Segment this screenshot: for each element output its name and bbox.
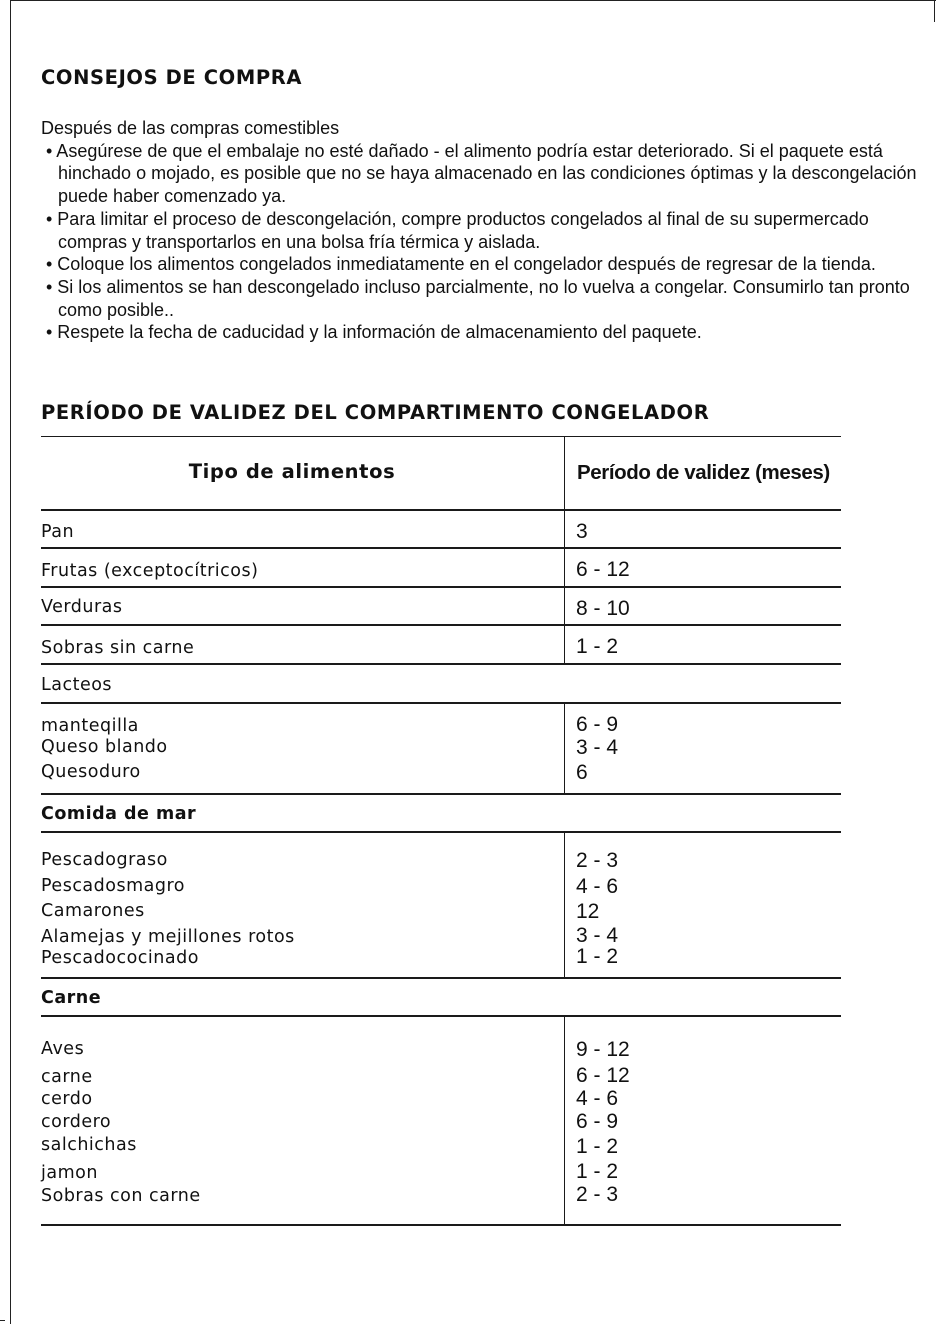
table-rule	[41, 663, 841, 665]
period-cell: 3	[576, 520, 588, 543]
food-cell: Queso blando	[41, 737, 168, 757]
period-cell: 6 - 9	[576, 1110, 619, 1133]
period-cell: 4 - 6	[576, 875, 619, 898]
tip-item: • Para limitar el proceso de descongelación, compre productos congelados al final de su supermercado compras y transportarlos en una bolsa fría térmica y aislada.	[46, 208, 869, 252]
food-cell: Pescadococinado	[41, 948, 199, 968]
freezer-validity-title: PERÍODO DE VALIDEZ DEL COMPARTIMENTO CONGELADOR	[41, 401, 710, 424]
food-cell: Aves	[41, 1039, 85, 1059]
period-cell: 8 - 10	[576, 597, 630, 620]
food-cell: jamon	[41, 1163, 98, 1183]
period-cell: 2 - 3	[576, 849, 619, 872]
period-cell: 12	[576, 900, 600, 923]
table-rule	[41, 831, 841, 833]
column-divider	[564, 831, 565, 978]
group-heading-meat: Carne	[41, 988, 102, 1008]
period-cell: 6 - 12	[576, 1064, 630, 1087]
period-cell: 1 - 2	[576, 945, 619, 968]
food-cell: salchichas	[41, 1135, 137, 1155]
period-cell: 4 - 6	[576, 1087, 619, 1110]
table-rule	[41, 624, 841, 626]
tip-item: • Coloque los alimentos congelados inmediatamente en el congelador después de regresar de la tienda.	[46, 254, 876, 275]
food-cell: Alamejas y mejillones rotos	[41, 927, 295, 947]
food-cell: manteqilla	[41, 716, 139, 736]
table-rule	[41, 977, 841, 979]
group-heading-dairy: Lacteos	[41, 675, 113, 695]
food-cell: Sobras sin carne	[41, 638, 195, 658]
period-cell: 3 - 4	[576, 924, 619, 947]
food-cell: Verduras	[41, 597, 123, 617]
period-cell: 3 - 4	[576, 736, 619, 759]
table-rule	[41, 1015, 841, 1017]
food-cell: Frutas (exceptocítricos)	[41, 561, 259, 581]
tip-item: • Respete la fecha de caducidad y la información de almacenamiento del paquete.	[46, 322, 702, 343]
period-cell: 9 - 12	[576, 1038, 630, 1061]
food-cell: Quesoduro	[41, 762, 141, 782]
period-cell: 6	[576, 761, 588, 784]
shopping-tips-body	[41, 117, 921, 344]
food-cell: cordero	[41, 1112, 112, 1132]
page-border-top	[10, 0, 936, 1]
column-divider	[564, 1015, 565, 1225]
tip-item: • Asegúrese de que el embalaje no esté dañado - el alimento podría estar deteriorado. Si el paquete está hinchado o mojado, es posible que no se haya almacenado en las condiciones óptimas y la descongelación puede haber comenzado ya.	[46, 140, 917, 207]
table-rule	[41, 1224, 841, 1226]
table-rule	[41, 547, 841, 549]
table-rule	[41, 793, 841, 795]
food-cell: Pescadograso	[41, 850, 168, 870]
group-heading-seafood: Comida de mar	[41, 804, 197, 824]
tip-item: • Si los alimentos se han descongelado incluso parcialmente, no lo vuelva a congelar. Consumirlo tan pronto como posible..	[46, 276, 910, 320]
column-divider	[564, 436, 565, 664]
food-cell: Pescadosmagro	[41, 876, 185, 896]
page-border-right	[934, 0, 935, 22]
food-cell: cerdo	[41, 1089, 93, 1109]
period-cell: 1 - 2	[576, 1135, 619, 1158]
page-border-left	[10, 0, 11, 1324]
table-rule	[41, 509, 841, 511]
column-header-period: Período de validez (meses)	[577, 461, 830, 484]
period-cell: 1 - 2	[576, 635, 619, 658]
page-corner-mark	[0, 1320, 5, 1321]
intro-line: Después de las compras comestibles	[41, 118, 340, 138]
food-cell: Camarones	[41, 901, 145, 921]
table-rule	[41, 702, 841, 704]
column-header-food: Tipo de alimentos	[188, 460, 396, 483]
period-cell: 6 - 9	[576, 713, 619, 736]
period-cell: 6 - 12	[576, 558, 630, 581]
period-cell: 2 - 3	[576, 1183, 619, 1206]
shopping-tips-title: CONSEJOS DE COMPRA	[41, 66, 303, 89]
food-cell: carne	[41, 1067, 93, 1087]
food-cell: Sobras con carne	[41, 1186, 201, 1206]
table-rule	[41, 586, 841, 588]
period-cell: 1 - 2	[576, 1160, 619, 1183]
food-cell: Pan	[41, 522, 75, 542]
column-divider	[564, 702, 565, 794]
table-rule	[41, 436, 841, 437]
